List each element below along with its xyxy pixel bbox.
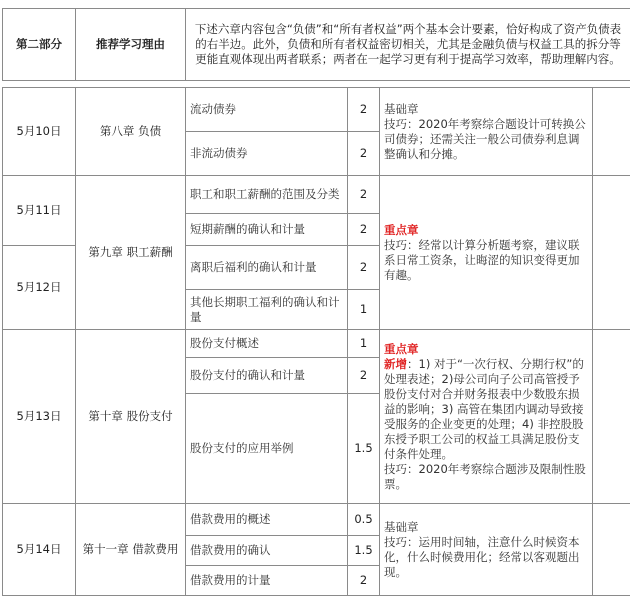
topic-cell: 非流动债券 — [186, 132, 348, 176]
topic-cell: 其他长期职工福利的确认和计量 — [186, 290, 348, 330]
topic-cell: 借款费用的概述 — [186, 504, 348, 536]
chapter-note — [380, 176, 593, 330]
study-plan-table — [2, 8, 631, 596]
note-level: 基础章 — [384, 519, 419, 534]
part-label: 第二部分 — [3, 9, 76, 81]
note-tip: 技巧：运用时间轴，注意什么时候资本化，什么时候费用化；经常以客观题出现。 — [384, 534, 580, 579]
header-row — [3, 9, 631, 81]
hours-cell: 1.5 — [348, 394, 380, 504]
blank-cell — [593, 88, 631, 176]
date-cell: 5月13日 — [3, 330, 76, 504]
table-row — [3, 88, 631, 132]
topic-cell: 流动债券 — [186, 88, 348, 132]
date-cell: 5月14日 — [3, 504, 76, 596]
topic-cell: 借款费用的计量 — [186, 566, 348, 596]
date-cell: 5月12日 — [3, 246, 76, 330]
topic-cell: 职工和职工薪酬的范围及分类 — [186, 176, 348, 214]
blank-cell — [593, 504, 631, 596]
date-cell: 5月10日 — [3, 88, 76, 176]
note-extra — [384, 357, 588, 462]
topic-cell: 股份支付的确认和计量 — [186, 358, 348, 394]
spacer-cell — [3, 81, 631, 88]
hours-cell: 1 — [348, 330, 380, 358]
chapter-note — [380, 504, 593, 596]
topic-cell: 短期薪酬的确认和计量 — [186, 214, 348, 246]
blank-cell — [593, 330, 631, 504]
chapter-title: 第九章 职工薪酬 — [76, 176, 186, 330]
chapter-title: 第十一章 借款费用 — [76, 504, 186, 596]
note-level: 重点章 — [384, 222, 419, 237]
note-extra-label: 新增 — [384, 356, 407, 371]
topic-cell: 股份支付概述 — [186, 330, 348, 358]
hours-cell: 1.5 — [348, 536, 380, 566]
topic-cell: 离职后福利的确认和计量 — [186, 246, 348, 290]
table-row — [3, 176, 631, 214]
hours-cell: 2 — [348, 358, 380, 394]
hours-cell: 2 — [348, 566, 380, 596]
note-tip: 技巧：2020年考察综合题涉及限制性股票。 — [384, 461, 586, 491]
hours-cell: 2 — [348, 88, 380, 132]
hours-cell: 2 — [348, 214, 380, 246]
chapter-title: 第十章 股份支付 — [76, 330, 186, 504]
note-level: 重点章 — [384, 341, 419, 356]
note-level: 基础章 — [384, 101, 419, 116]
hours-cell: 2 — [348, 176, 380, 214]
note-tip: 技巧：2020年考察综合题设计可转换公司债券；还需关注一般公司债券利息调整确认和分摊。 — [384, 116, 586, 161]
reason-title: 推荐学习理由 — [76, 9, 186, 81]
blank-cell — [593, 176, 631, 330]
note-extra-text: ：1) 对于“一次行权、分期行权”的处理表述；2)母公司向子公司高管授予股份支付对合并财务报表中少数股东损益的影响；3) 高管在集团内调动导致接受服务的企业变更的处理；4) 非控股股东授予职工公司的权益工具满足股份支付条件处理。 — [384, 356, 584, 461]
intro-text: 下述六章内容包含“负债”和“所有者权益”两个基本会计要素，恰好构成了资产负债表的右半边。此外，负债和所有者权益密切相关，尤其是金融负债与权益工具的拆分等更能直观体现出两者联系；两者在一起学习更有利于提高学习效率，帮助理解内容。 — [186, 9, 631, 81]
note-tip: 技巧：经常以计算分析题考察，建议联系日常工资条，让晦涩的知识变得更加有趣。 — [384, 237, 580, 282]
chapter-title: 第八章 负债 — [76, 88, 186, 176]
chapter-note — [380, 88, 593, 176]
table-row — [3, 504, 631, 536]
topic-cell: 借款费用的确认 — [186, 536, 348, 566]
page-edge — [630, 0, 634, 599]
chapter-note — [380, 330, 593, 504]
hours-cell: 2 — [348, 246, 380, 290]
hours-cell: 0.5 — [348, 504, 380, 536]
spacer-row — [3, 81, 631, 88]
hours-cell: 2 — [348, 132, 380, 176]
date-cell: 5月11日 — [3, 176, 76, 246]
table-row — [3, 330, 631, 358]
hours-cell: 1 — [348, 290, 380, 330]
topic-cell: 股份支付的应用举例 — [186, 394, 348, 504]
